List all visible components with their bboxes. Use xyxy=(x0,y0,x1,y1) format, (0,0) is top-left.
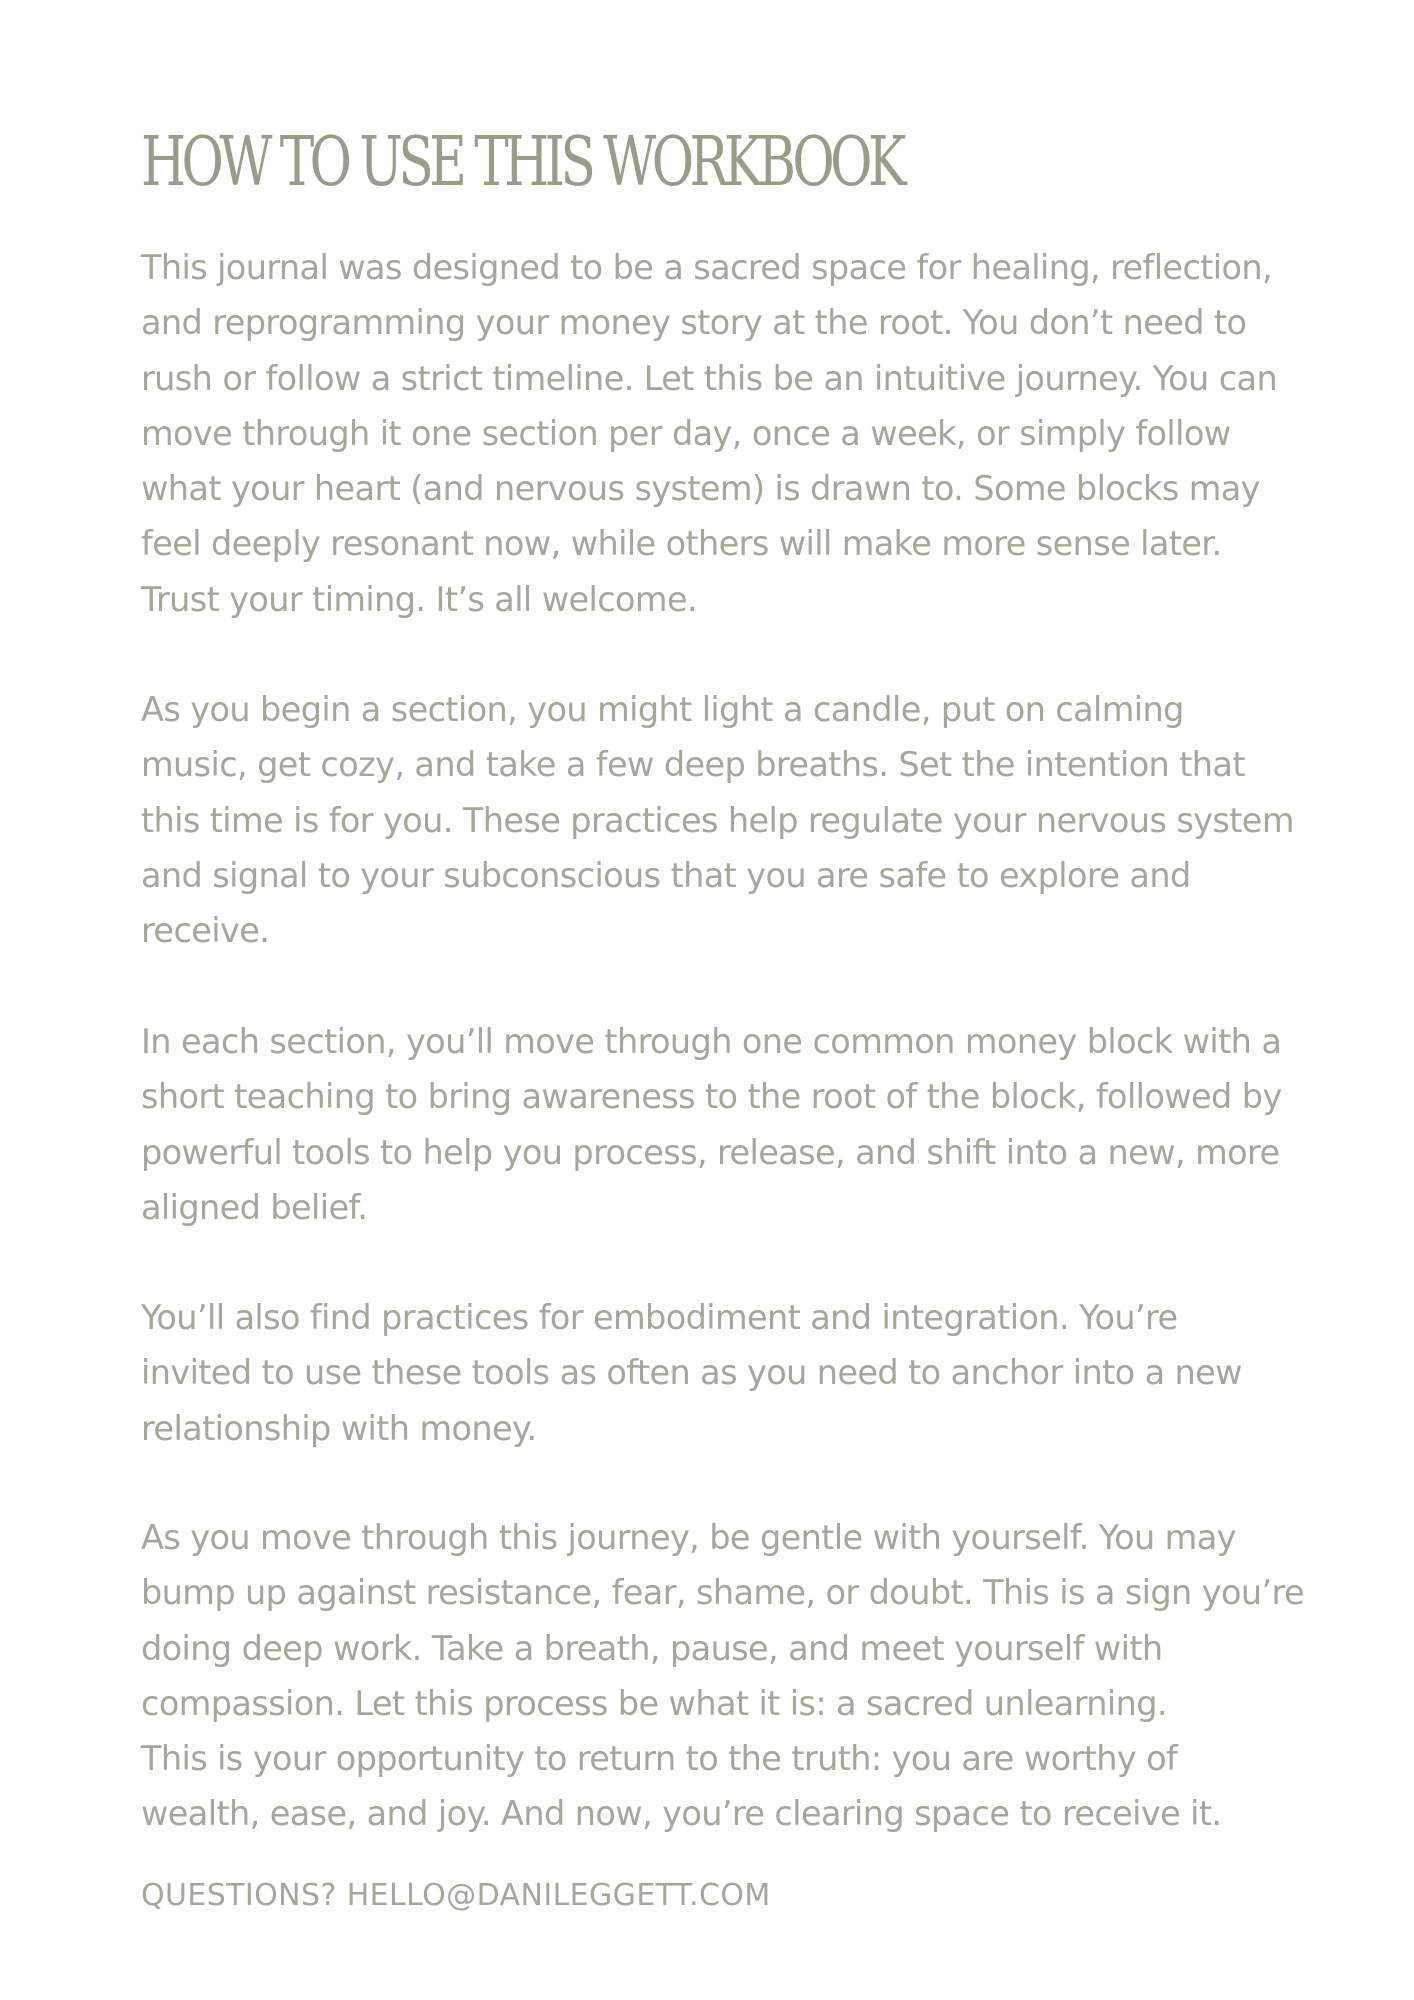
paragraph-line: In each section, you’ll move through one common money block with a xyxy=(141,1022,1282,1061)
page-title: HOW TO USE THIS WORKBOOK xyxy=(141,123,902,202)
paragraph-line: and signal to your subconscious that you are safe to explore and xyxy=(141,855,1191,895)
paragraph-line: rush or follow a strict timeline. Let this be an intuitive journey. You can xyxy=(141,358,1278,398)
paragraph-line: receive. xyxy=(141,911,270,951)
paragraph-line: this time is for you. These practices help regulate your nervous system xyxy=(141,800,1294,840)
paragraph-intro xyxy=(141,240,1277,627)
paragraph-line: feel deeply resonant now, while others will make more sense later. xyxy=(141,524,1222,564)
paragraph-line: Trust your timing. It’s all welcome. xyxy=(141,579,698,619)
paragraph-line: relationship with money. xyxy=(141,1408,537,1448)
paragraph-line: short teaching to bring awareness to the root of the block, followed by xyxy=(141,1077,1282,1117)
paragraph-gentle xyxy=(141,1510,1304,1842)
paragraph-line: As you begin a section, you might light a candle, put on calming xyxy=(141,690,1184,729)
paragraph-practices xyxy=(141,1290,1242,1456)
paragraph-line: invited to use these tools as often as you need to anchor into a new xyxy=(141,1353,1242,1393)
paragraph-line: You’ll also find practices for embodiment and integration. You’re xyxy=(141,1298,1178,1337)
paragraph-line: aligned belief. xyxy=(141,1187,368,1227)
paragraph-line: bump up against resistance, fear, shame, or doubt. This is a sign you’re xyxy=(141,1573,1304,1613)
paragraph-line: music, get cozy, and take a few deep breaths. Set the intention that xyxy=(141,745,1245,785)
paragraph-line: compassion. Let this process be what it is: a sacred unlearning. xyxy=(141,1683,1167,1723)
paragraph-ritual xyxy=(141,682,1294,958)
contact-footer: QUESTIONS? HELLO@DANILEGGETT.COM xyxy=(141,1878,771,1913)
paragraph-line: This is your opportunity to return to the truth: you are worthy of xyxy=(141,1739,1178,1779)
paragraph-sections xyxy=(141,1014,1282,1235)
paragraph-line: doing deep work. Take a breath, pause, and meet yourself with xyxy=(141,1628,1163,1668)
paragraph-line: and reprogramming your money story at the root. You don’t need to xyxy=(141,303,1247,343)
paragraph-line: what your heart (and nervous system) is drawn to. Some blocks may xyxy=(141,469,1260,509)
paragraph-line: powerful tools to help you process, release, and shift into a new, more xyxy=(141,1132,1280,1172)
paragraph-line: This journal was designed to be a sacred space for healing, reflection, xyxy=(141,248,1273,287)
paragraph-line: wealth, ease, and joy. And now, you’re clearing space to receive it. xyxy=(141,1794,1222,1834)
paragraph-line: As you move through this journey, be gentle with yourself. You may xyxy=(141,1518,1236,1557)
paragraph-line: move through it one section per day, once a week, or simply follow xyxy=(141,413,1231,453)
